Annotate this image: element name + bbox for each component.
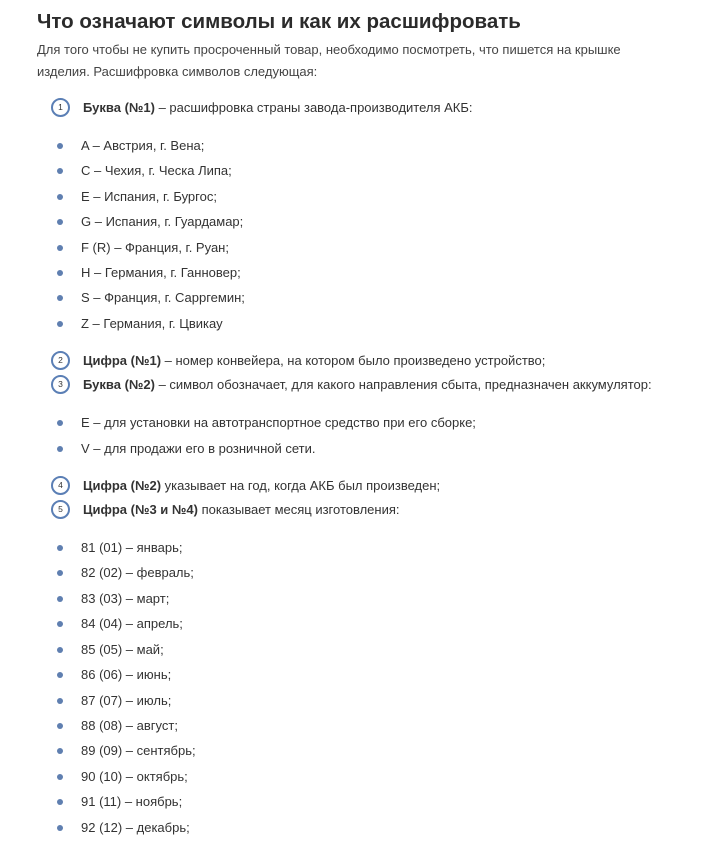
bullet-icon: [57, 825, 63, 831]
list-item-text: 90 (10) – октябрь;: [81, 768, 188, 784]
number-circle-icon: 5: [51, 500, 70, 519]
list-item: [37, 311, 677, 336]
list-item: [37, 235, 677, 260]
item-term: Буква (№2): [83, 377, 155, 393]
numbered-item: [37, 475, 677, 496]
list-item: [37, 133, 677, 158]
bullet-icon: [57, 774, 63, 780]
number-circle-icon: 2: [51, 351, 70, 370]
bullet-icon: [57, 570, 63, 576]
bullet-icon: [57, 194, 63, 200]
numbered-item: [37, 350, 677, 371]
list-item-text: 89 (09) – сентябрь;: [81, 743, 196, 759]
number-circle-icon: 3: [51, 375, 70, 394]
bullet-icon: [57, 219, 63, 225]
list-item-text: 92 (12) – декабрь;: [81, 819, 190, 835]
list-item-text: 81 (01) – январь;: [81, 540, 183, 556]
sub-list-container: [37, 133, 677, 336]
bullet-icon: [57, 799, 63, 805]
bullet-icon: [57, 621, 63, 627]
bullet-icon: [57, 245, 63, 251]
sub-list-container: [37, 535, 677, 840]
bullet-icon: [57, 672, 63, 678]
list-item-text: G – Испания, г. Гуардамар;: [81, 214, 244, 230]
list-item: [37, 662, 677, 687]
item-description: указывает на год, когда АКБ был произведен;: [161, 478, 441, 494]
list-item-text: F (R) – Франция, г. Руан;: [81, 239, 229, 255]
numbered-item: [37, 499, 677, 520]
sub-list-container: [37, 410, 677, 461]
bullet-icon: [57, 168, 63, 174]
bullet-icon: [57, 723, 63, 729]
list-item: [37, 637, 677, 662]
item-term: Цифра (№2): [83, 478, 162, 494]
list-item: [37, 713, 677, 738]
list-item: [37, 688, 677, 713]
bullet-icon: [57, 295, 63, 301]
bullet-list: [37, 410, 677, 461]
list-item: [37, 209, 677, 234]
item-term: Цифра (№1): [83, 353, 162, 369]
bullet-icon: [57, 596, 63, 602]
item-description: показывает месяц изготовления:: [197, 502, 400, 518]
bullet-icon: [57, 698, 63, 704]
numbered-item: [37, 374, 677, 395]
list-item-text: 85 (05) – май;: [81, 641, 164, 657]
list-item: [37, 535, 677, 560]
bullet-icon: [57, 321, 63, 327]
item-term: Буква (№1): [83, 100, 155, 115]
list-item-text: E – Испания, г. Бургос;: [81, 188, 217, 204]
item-term: Цифра (№3 и №4): [83, 502, 198, 518]
list-item-text: 87 (07) – июль;: [81, 692, 172, 708]
list-item-text: C – Чехия, г. Ческа Липа;: [81, 163, 232, 179]
list-item-text: S – Франция, г. Сарргемин;: [81, 290, 245, 306]
item-description: – символ обозначает, для какого направления сбыта, предназначен аккумулятор:: [154, 377, 652, 393]
list-item: [37, 815, 677, 840]
list-item-text: 84 (04) – апрель;: [81, 616, 183, 632]
bullet-icon: [57, 446, 63, 452]
list-item-text: H – Германия, г. Ганновер;: [81, 265, 241, 281]
bullet-icon: [57, 647, 63, 653]
list-item: [37, 560, 677, 585]
list-item: [37, 285, 677, 310]
list-item-text: Z – Германия, г. Цвикау: [81, 315, 223, 331]
list-item: [37, 260, 677, 285]
bullet-icon: [57, 748, 63, 754]
list-item-text: 86 (06) – июнь;: [81, 667, 172, 683]
list-item: [37, 586, 677, 611]
number-circle-icon: 1: [51, 98, 70, 117]
list-item-text: E – для установки на автотранспортное средство при его сборке;: [81, 415, 476, 431]
bullet-list: [37, 535, 677, 840]
list-item: [37, 436, 677, 461]
list-item: [37, 410, 677, 435]
list-item: [37, 158, 677, 183]
intro-paragraph: Для того чтобы не купить просроченный товар, необходимо посмотреть, что пишется на крышке изделия. Расшифровка символов следующая:: [37, 42, 621, 79]
section-heading: Что означают символы и как их расшифровать: [37, 10, 521, 33]
list-item: [37, 611, 677, 636]
list-item-text: A – Австрия, г. Вена;: [81, 138, 205, 153]
list-item-text: 88 (08) – август;: [81, 717, 178, 733]
bullet-list: [37, 133, 677, 336]
number-circle-icon: 4: [51, 476, 70, 495]
article: [37, 0, 677, 854]
list-item: [37, 764, 677, 789]
numbered-item: [37, 97, 677, 118]
list-item: [37, 184, 677, 209]
list-item-text: V – для продажи его в розничной сети.: [81, 440, 316, 456]
bullet-icon: [57, 270, 63, 276]
bullet-icon: [57, 420, 63, 426]
item-description: – номер конвейера, на котором было произведено устройство;: [161, 353, 546, 369]
list-item: [37, 789, 677, 814]
list-item-text: 83 (03) – март;: [81, 590, 170, 606]
list-item-text: 82 (02) – февраль;: [81, 565, 194, 581]
decoding-list: [37, 97, 677, 840]
list-item: [37, 738, 677, 763]
bullet-icon: [57, 545, 63, 551]
bullet-icon: [57, 143, 63, 149]
item-description: – расшифровка страны завода-производителя АКБ:: [154, 100, 473, 115]
list-item-text: 91 (11) – ноябрь;: [81, 794, 183, 810]
